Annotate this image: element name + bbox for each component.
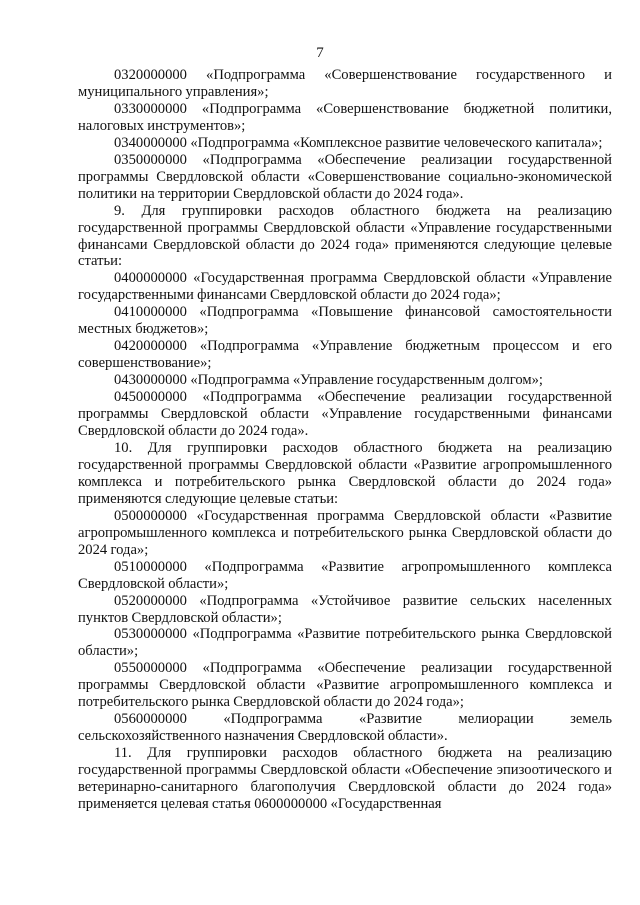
paragraph: 0510000000 «Подпрограмма «Развитие агропромышленного комплекса Свердловской области»; bbox=[78, 558, 612, 592]
paragraph: 9. Для группировки расходов областного бюджета на реализацию государственной программы Свердловской области «Управление государственными финансами Свердловской области до 2024 года» применяются следующие целевые статьи: bbox=[78, 202, 612, 270]
paragraph: 0420000000 «Подпрограмма «Управление бюджетным процессом и его совершенствование»; bbox=[78, 338, 612, 372]
paragraph: 0330000000 «Подпрограмма «Совершенствование бюджетной политики, налоговых инструментов»; bbox=[78, 100, 612, 134]
paragraph: 0320000000 «Подпрограмма «Совершенствование государственного и муниципального управления»; bbox=[78, 67, 612, 100]
paragraph: 0450000000 «Подпрограмма «Обеспечение реализации государственной программы Свердловской области «Управление государственными финансами Свердловской области до 2024 года». bbox=[78, 389, 612, 440]
paragraph: 0560000000 «Подпрограмма «Развитие мелиорации земель сельскохозяйственного назначения Свердловской области». bbox=[78, 711, 612, 745]
paragraph: 11. Для группировки расходов областного бюджета на реализацию государственной программы Свердловской области «Обеспечение эпизоотического и ветеринарно-санитарного благополучия Свердловской области до 2024 года» применяется целевая статья 0600000000 «Государственная bbox=[78, 745, 612, 812]
page-number: 7 bbox=[316, 45, 324, 61]
paragraph: 0350000000 «Подпрограмма «Обеспечение реализации государственной программы Свердловской области «Совершенствование социально-экономической политики на территории Свердловской области до 2024 года». bbox=[78, 151, 612, 202]
document-body bbox=[78, 67, 612, 813]
paragraph: 0410000000 «Подпрограмма «Повышение финансовой самостоятельности местных бюджетов»; bbox=[78, 304, 612, 338]
paragraph: 0550000000 «Подпрограмма «Обеспечение реализации государственной программы Свердловской области «Развитие агропромышленного комплекса и потребительского рынка Свердловской области до 2024 года»; bbox=[78, 660, 612, 711]
paragraph: 0520000000 «Подпрограмма «Устойчивое развитие сельских населенных пунктов Свердловской области»; bbox=[78, 592, 612, 626]
paragraph: 0400000000 «Государственная программа Свердловской области «Управление государственными финансами Свердловской области до 2024 года»; bbox=[78, 270, 612, 304]
paragraph: 0430000000 «Подпрограмма «Управление государственным долгом»; bbox=[114, 372, 543, 389]
paragraph: 10. Для группировки расходов областного бюджета на реализацию государственной программы Свердловской области «Развитие агропромышленного комплекса и потребительского рынка Свердловской области до 2024 года» применяются следующие целевые статьи: bbox=[78, 439, 612, 507]
paragraph: 0530000000 «Подпрограмма «Развитие потребительского рынка Свердловской области»; bbox=[78, 626, 612, 660]
paragraph: 0340000000 «Подпрограмма «Комплексное развитие человеческого капитала»; bbox=[114, 134, 603, 151]
paragraph: 0500000000 «Государственная программа Свердловской области «Развитие агропромышленного комплекса и потребительского рынка Свердловской области до 2024 года»; bbox=[78, 507, 612, 558]
